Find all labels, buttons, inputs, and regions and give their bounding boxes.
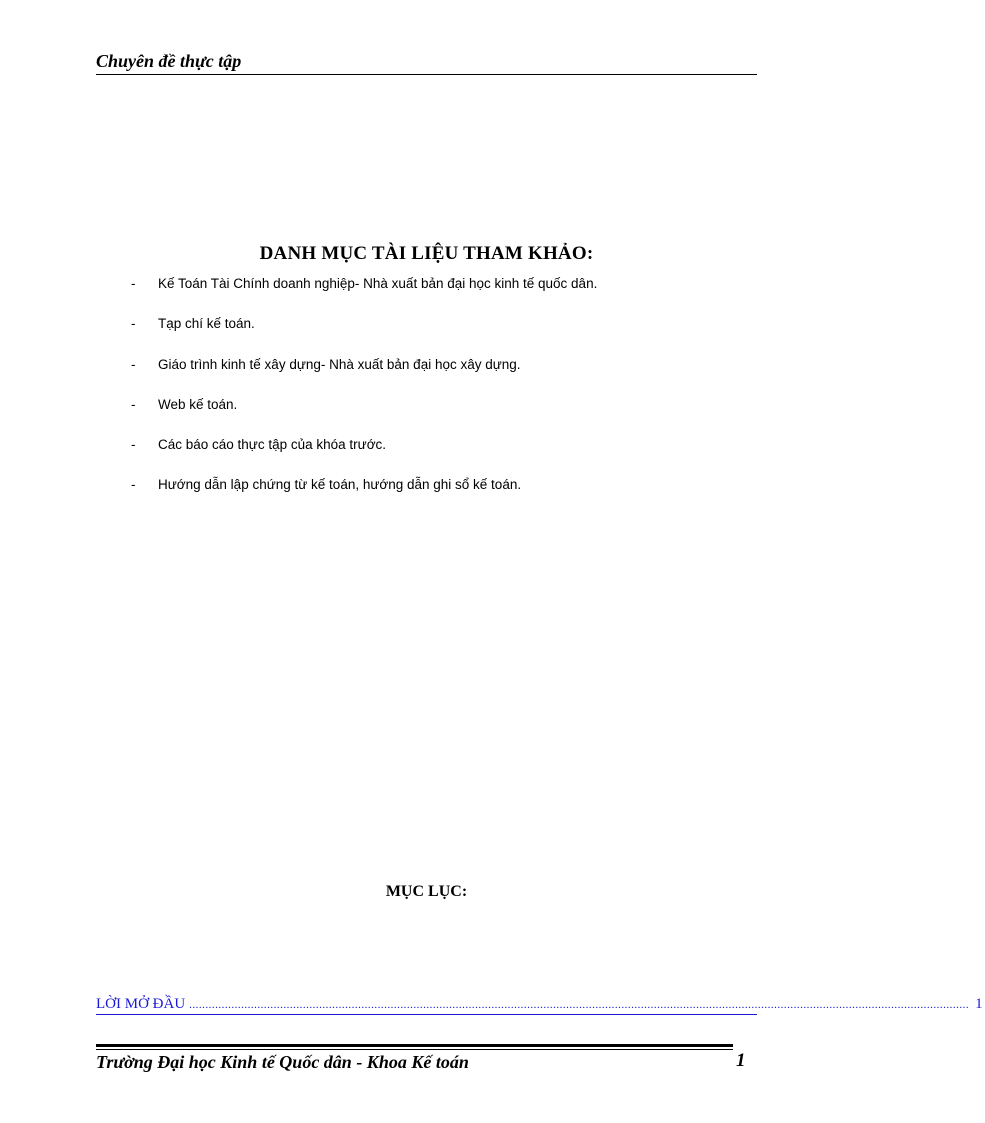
reference-text: Tạp chí kế toán. — [158, 316, 255, 332]
header-rule — [96, 74, 757, 75]
footer-rule-thick — [96, 1044, 733, 1047]
bullet-dash: - — [131, 316, 136, 332]
toc-dot-leader: ................................................................................................................................................................................................................................................ — [189, 999, 970, 1011]
bullet-dash: - — [131, 276, 136, 291]
bullet-dash: - — [131, 396, 136, 412]
references-title: DANH MỤC TÀI LIỆU THAM KHẢO: — [259, 243, 594, 264]
toc-title: MỤC LỤC: — [385, 883, 468, 900]
toc-entry-loi-mo-dau[interactable] — [96, 996, 983, 1015]
toc-entry-label: LỜI MỞ ĐẦU — [96, 996, 186, 1012]
reference-text: Web kế toán. — [158, 396, 238, 412]
bullet-dash: - — [131, 437, 136, 453]
footer-text: Trường Đại học Kinh tế Quốc dân - Khoa Kế toán — [96, 1052, 469, 1072]
bullet-dash: - — [131, 477, 136, 493]
reference-text: Hướng dẫn lập chứng từ kế toán, hướng dẫn ghi sổ kế toán. — [158, 477, 522, 493]
bullet-dash: - — [131, 356, 136, 372]
toc-entry-page: 1 — [975, 996, 983, 1012]
footer-rule-thin — [96, 1049, 733, 1050]
footer-page-number: 1 — [736, 1050, 746, 1071]
reference-text: Giáo trình kinh tế xây dựng- Nhà xuất bản đại học xây dựng. — [158, 356, 521, 372]
reference-text: Kế Toán Tài Chính doanh nghiệp- Nhà xuất bản đại học kinh tế quốc dân. — [158, 276, 598, 291]
header-title: Chuyên đề thực tập — [96, 51, 242, 71]
reference-text: Các báo cáo thực tập của khóa trước. — [158, 437, 387, 453]
